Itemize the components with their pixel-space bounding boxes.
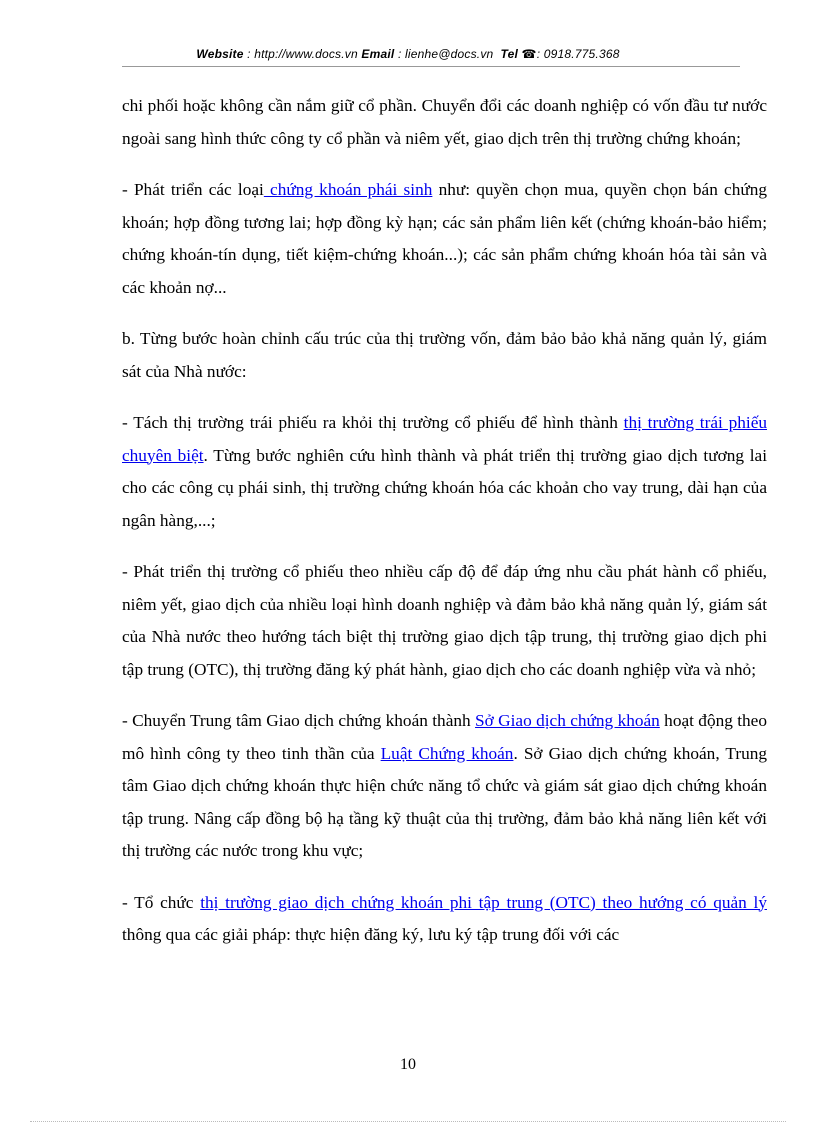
link-bond-market[interactable]: thị trường trái phiếu chuyên biệt xyxy=(122,413,768,465)
paragraph-6-text-b: hoạt động theo mô hình công ty theo tinh thần của xyxy=(122,711,767,763)
paragraph-2-text-b: như: quyền chọn mua, quyền chọn bán chứng khoán; hợp đồng tương lai; hợp đồng kỳ hạn; các sản phẩm liên kết (chứng khoán-bảo hiểm; chứng khoán-tín dụng, tiết kiệm-chứng khoán...); các sản phẩm chứng khoán hóa tài sản và các khoản nợ... xyxy=(122,180,767,297)
paragraph-4-text-a: - Tách thị trường trái phiếu ra khỏi thị trường cổ phiếu để hình thành xyxy=(122,413,624,432)
tel-label: Tel xyxy=(500,47,518,61)
paragraph-5: - Phát triển thị trường cổ phiếu theo nhiều cấp độ để đáp ứng nhu cầu phát hành cổ phiếu, niêm yết, giao dịch của nhiều loại hình doanh nghiệp và đảm bảo khả năng quản lý, giám sát của Nhà nước theo hướng tách biệt thị trường giao dịch tập trung, thị trường giao dịch phi tập trung (OTC), thị trường đăng ký phát hành, giao dịch cho các doanh nghiệp vừa và nhỏ; xyxy=(122,562,767,679)
paragraph-6-text-a: - Chuyển Trung tâm Giao dịch chứng khoán thành xyxy=(122,711,476,730)
email-label: Email xyxy=(361,47,395,61)
paragraph-1: chi phối hoặc không cần nắm giữ cổ phần. Chuyển đổi các doanh nghiệp có vốn đầu tư nước ngoài sang hình thức công ty cổ phần và niêm yết, giao dịch trên thị trường chứng khoán; xyxy=(122,96,767,148)
paragraph-6-text-c: . Sở Giao dịch chứng khoán, Trung tâm Giao dịch chứng khoán thực hiện chức năng tổ chức và giám sát giao dịch chứng khoán tập trung. Nâng cấp đồng bộ hạ tầng kỹ thuật của thị trường, đảm bảo khả năng liên kết với thị trường các nước trong khu vực; xyxy=(122,743,767,860)
paragraph-7-text-b: thông qua các giải pháp: thực hiện đăng ký, lưu ký tập trung đối với các xyxy=(122,925,620,944)
paragraph-7-text-a: - Tổ chức xyxy=(122,892,201,912)
page-bottom-border xyxy=(30,1121,786,1122)
phone-icon: ☎ xyxy=(521,47,537,61)
page-header xyxy=(0,47,816,61)
link-otc-market[interactable]: thị trường giao dịch chứng khoán phi tập trung (OTC) theo hướng có quản lý xyxy=(200,892,767,912)
link-securities-law[interactable]: Luật Chứng khoán xyxy=(380,743,514,763)
website-value: : http://www.docs.vn xyxy=(243,47,362,61)
paragraph-2 xyxy=(122,174,767,304)
paragraph-4-text-b: . Từng bước nghiên cứu hình thành và phát triển thị trường giao dịch tương lai cho các công cụ phái sinh, thị trường chứng khoán hóa các khoản cho vay trung, dài hạn của ngân hàng,...; xyxy=(122,445,767,530)
paragraph-3: b. Từng bước hoàn chỉnh cấu trúc của thị trường vốn, đảm bảo bảo khả năng quản lý, giám sát của Nhà nước: xyxy=(122,329,767,381)
paragraph-4 xyxy=(122,407,767,537)
page-number: 10 xyxy=(400,1056,416,1073)
email-value: : lienhe@docs.vn xyxy=(394,47,497,61)
document-body xyxy=(122,90,767,971)
link-stock-exchange[interactable]: Sở Giao dịch chứng khoán xyxy=(475,711,660,730)
paragraph-2-text-a: - Phát triển các loại xyxy=(122,180,264,199)
link-derivatives[interactable]: chứng khoán phái sinh xyxy=(263,180,433,199)
paragraph-6 xyxy=(122,705,767,868)
header-divider xyxy=(122,66,740,67)
website-label: Website xyxy=(196,47,244,61)
tel-value: : 0918.775.368 xyxy=(536,47,620,61)
paragraph-7 xyxy=(122,887,767,952)
